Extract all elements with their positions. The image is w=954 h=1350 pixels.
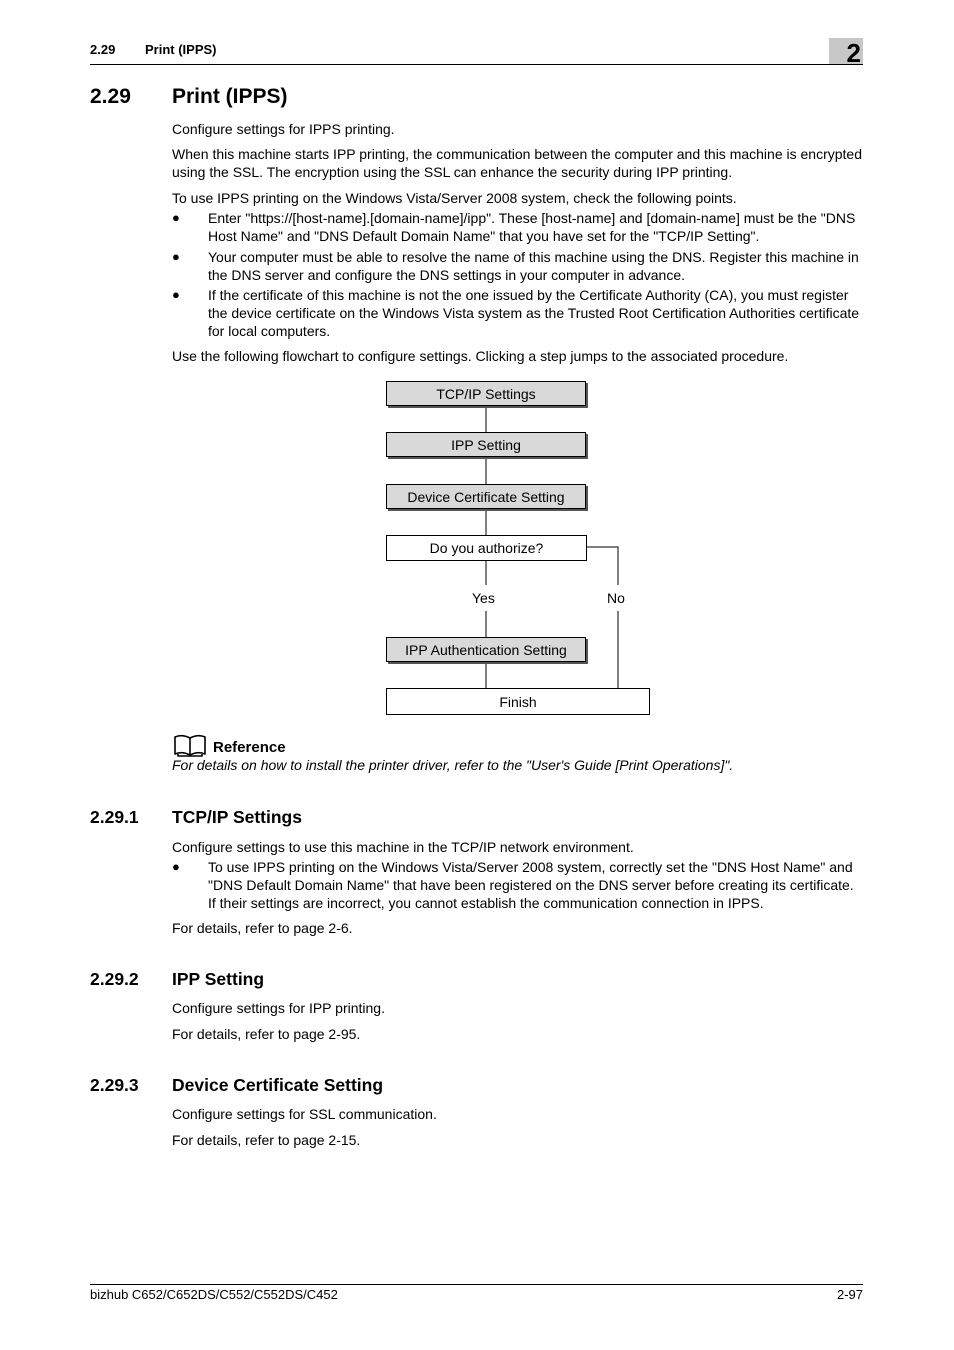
bullet-item: To use IPPS printing on the Windows Vista/Server 2008 system, correctly set the "DNS Host Name" and "DNS Default Domain Name" that have been registered on the DNS server before creating its certificate. If their settings are incorrect, you cannot establish the communication connection in IPPS. — [208, 859, 854, 911]
page-heading-number: 2.29 — [90, 85, 131, 108]
flow-decision-authorize: Do you authorize? — [386, 535, 587, 561]
footer-model: bizhub C652/C652DS/C552/C552DS/C452 — [90, 1287, 338, 1302]
section-title-certificate: Device Certificate Setting — [172, 1075, 384, 1095]
section-number: 2.29.3 — [90, 1075, 139, 1095]
vista-paragraph: To use IPPS printing on the Windows Vista/Server 2008 system, check the following points. — [172, 190, 737, 206]
certificate-page-reference: For details, refer to page 2-15. — [172, 1132, 361, 1148]
section-title-tcpip: TCP/IP Settings — [172, 807, 302, 827]
ipp-page-reference: For details, refer to page 2-95. — [172, 1026, 361, 1042]
bullet-marker: ● — [172, 249, 180, 264]
flow-label-no: No — [607, 590, 625, 606]
reference-title: Reference — [213, 739, 286, 756]
reference-text: For details on how to install the printer driver, refer to the "User's Guide [Print Operations]". — [172, 757, 734, 773]
footer-divider — [90, 1284, 863, 1285]
flow-step-finish: Finish — [386, 688, 650, 715]
flow-step-tcpip-settings[interactable]: TCP/IP Settings — [386, 381, 586, 406]
flow-step-ipp-authentication[interactable]: IPP Authentication Setting — [386, 637, 586, 662]
bullet-marker: ● — [172, 859, 180, 874]
bullet-item: Your computer must be able to resolve the name of this machine using the DNS. Register this machine in the DNS server and configure the DNS settings in your computer in advance. — [208, 249, 859, 283]
chapter-badge: 2 — [829, 38, 863, 64]
flow-step-ipp-setting[interactable]: IPP Setting — [386, 432, 586, 457]
ssl-paragraph: When this machine starts IPP printing, the communication between the computer and this machine is encrypted using the SSL. The encryption using the SSL can enhance the security during IPP printing. — [172, 146, 862, 180]
intro-paragraph: Configure settings for IPPS printing. — [172, 121, 395, 137]
page-heading-title: Print (IPPS) — [172, 85, 288, 108]
bullet-item: If the certificate of this machine is not the one issued by the Certificate Authority (CA), you must register the device certificate on the Windows Vista system as the Trusted Root Certification Authorities certificate for local computers. — [208, 287, 860, 339]
running-header-title: Print (IPPS) — [145, 42, 217, 57]
section-number: 2.29.1 — [90, 807, 139, 827]
flow-label-yes: Yes — [472, 590, 495, 606]
bullet-item: Enter "https://[host-name].[domain-name]/ipp". These [host-name] and [domain-name] must be the "DNS Host Name" and "DNS Default Domain Name" that you have set for the "TCP/IP Setting". — [208, 210, 856, 244]
flow-step-device-certificate[interactable]: Device Certificate Setting — [386, 484, 586, 509]
running-header-number: 2.29 — [90, 42, 116, 57]
footer-page-number: 2-97 — [836, 1287, 863, 1302]
flowchart-intro: Use the following flowchart to configure settings. Clicking a step jumps to the associated procedure. — [172, 348, 789, 364]
tcpip-page-reference: For details, refer to page 2-6. — [172, 920, 353, 936]
certificate-description: Configure settings for SSL communication. — [172, 1106, 437, 1122]
bullet-marker: ● — [172, 210, 180, 225]
bullet-marker: ● — [172, 287, 180, 302]
tcpip-description: Configure settings to use this machine in the TCP/IP network environment. — [172, 839, 634, 855]
section-title-ipp: IPP Setting — [172, 969, 265, 989]
reference-book-icon — [173, 733, 207, 757]
ipp-description: Configure settings for IPP printing. — [172, 1000, 385, 1016]
section-number: 2.29.2 — [90, 969, 139, 989]
